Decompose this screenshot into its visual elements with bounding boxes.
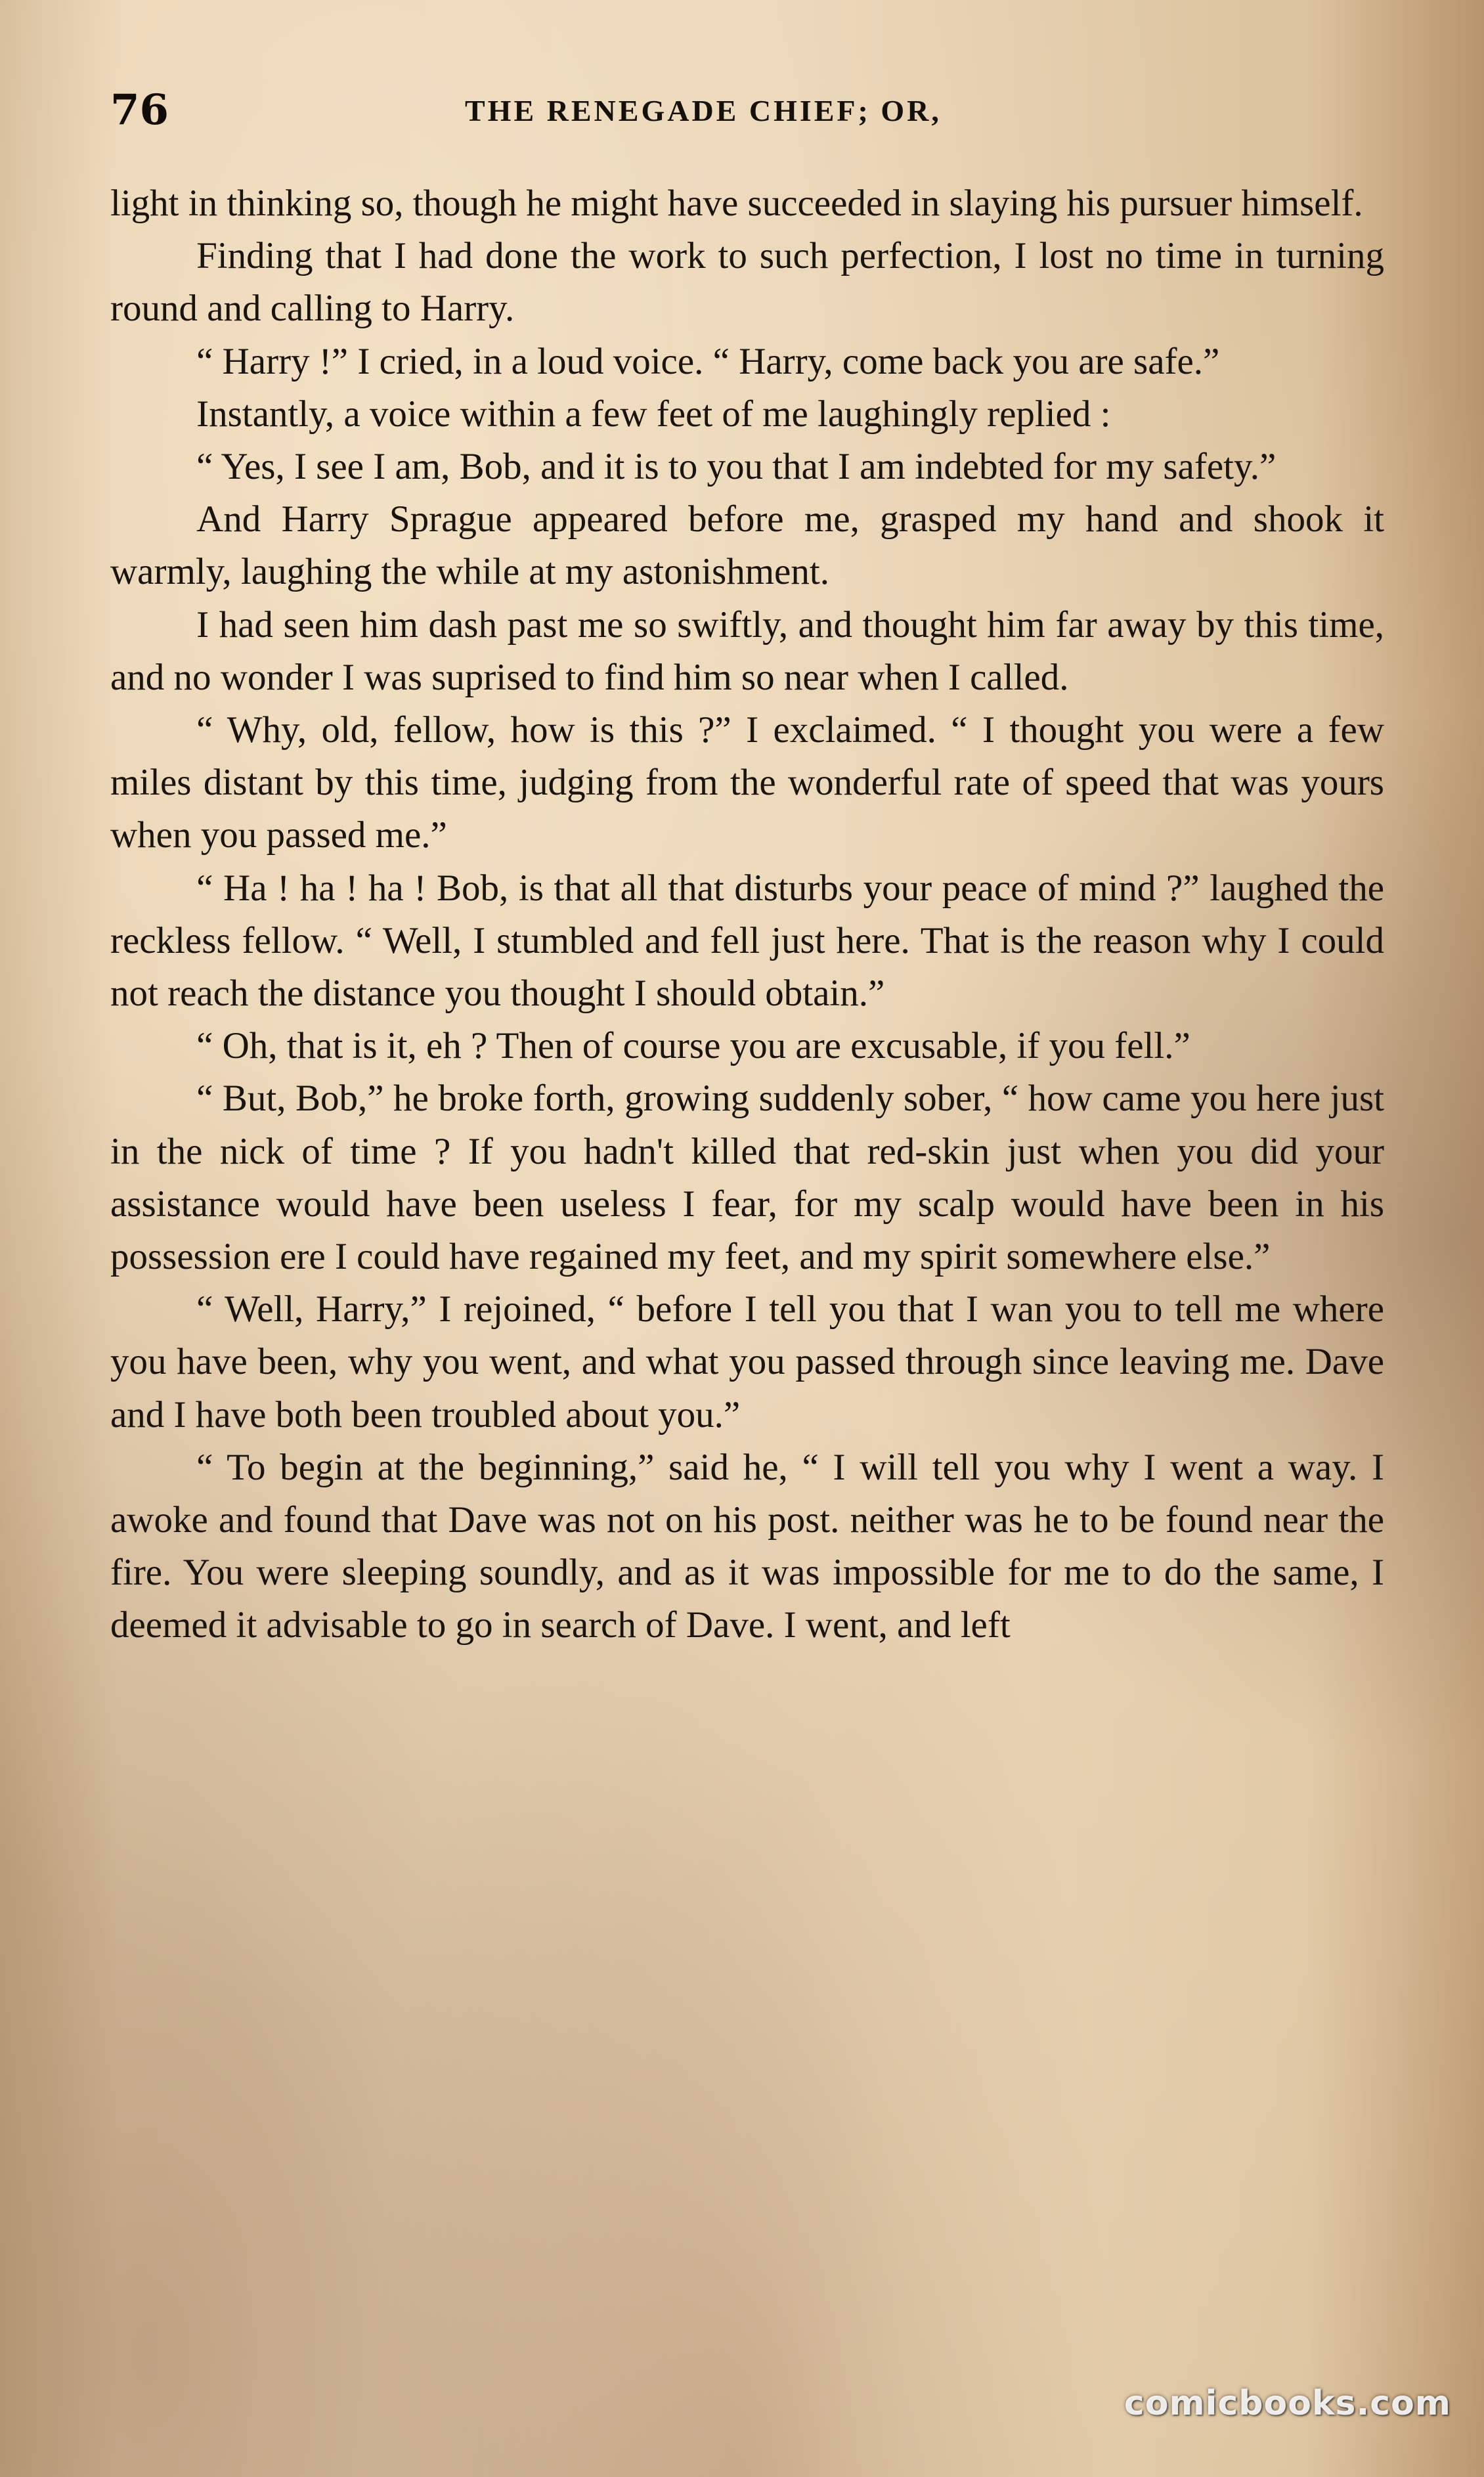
paragraph: “ Why, old, fellow, how is this ?” I exclaimed. “ I thought you were a few miles distant by this time, judging from the wonderful rate of speed that was yours when you passed me.” [110, 709, 1384, 856]
paragraph: I had seen him dash past me so swiftly, and thought him far away by this time, and no wonder I was suprised to find him so near when I called. [110, 603, 1384, 698]
paragraph: Instantly, a voice within a few feet of me laughingly replied : [196, 393, 1111, 435]
paragraph: “ To begin at the beginning,” said he, “ I will tell you why I went a way. I awoke and found that Dave was not on his post. neither was he to be found near the fire. You were sleeping soundly, and as it was impossible for me to do the same, I deemed it advisable to go in search of Dave. I went, and left [110, 1446, 1384, 1646]
paragraph: “ Ha ! ha ! ha ! Bob, is that all that disturbs your peace of mind ?” laughed the reckless fellow. “ Well, I stumbled and fell just here. That is the reason why I could not reach the distance you thought I should obtain.” [110, 867, 1384, 1015]
running-head: THE RENEGADE CHIEF; OR, [465, 94, 942, 127]
paragraph: “ Harry !” I cried, in a loud voice. “ Harry, come back you are safe.” [196, 340, 1220, 382]
page-header [110, 84, 1384, 137]
watermark: comicbooks.com [1124, 2384, 1451, 2423]
paragraph: light in thinking so, though he might have succeeded in slaying his pursuer himself. [110, 183, 1363, 224]
paragraph: “ Yes, I see I am, Bob, and it is to you that I am indebted for my safety.” [196, 446, 1277, 488]
body-text [110, 177, 1384, 1652]
paragraph: “ But, Bob,” he broke forth, growing suddenly sober, “ how came you here just in the nick of time ? If you hadn't killed that red-skin just when you did your assistance would have been useless I fear, for my scalp would have been in his possession ere I could have regained my feet, and my spirit somewhere else.” [110, 1078, 1384, 1278]
paragraph: “ Oh, that is it, eh ? Then of course you are excusable, if you fell.” [196, 1025, 1190, 1067]
paragraph: And Harry Sprague appeared before me, grasped my hand and shook it warmly, laughing the while at my astonishment. [110, 498, 1384, 593]
paragraph: “ Well, Harry,” I rejoined, “ before I tell you that I wan you to tell me where you have been, why you went, and what you passed through since leaving me. Dave and I have both been troubled about you.” [110, 1288, 1384, 1436]
paragraph: Finding that I had done the work to such perfection, I lost no time in turning round and calling to Harry. [110, 235, 1384, 330]
page-number: 76 [110, 85, 169, 135]
